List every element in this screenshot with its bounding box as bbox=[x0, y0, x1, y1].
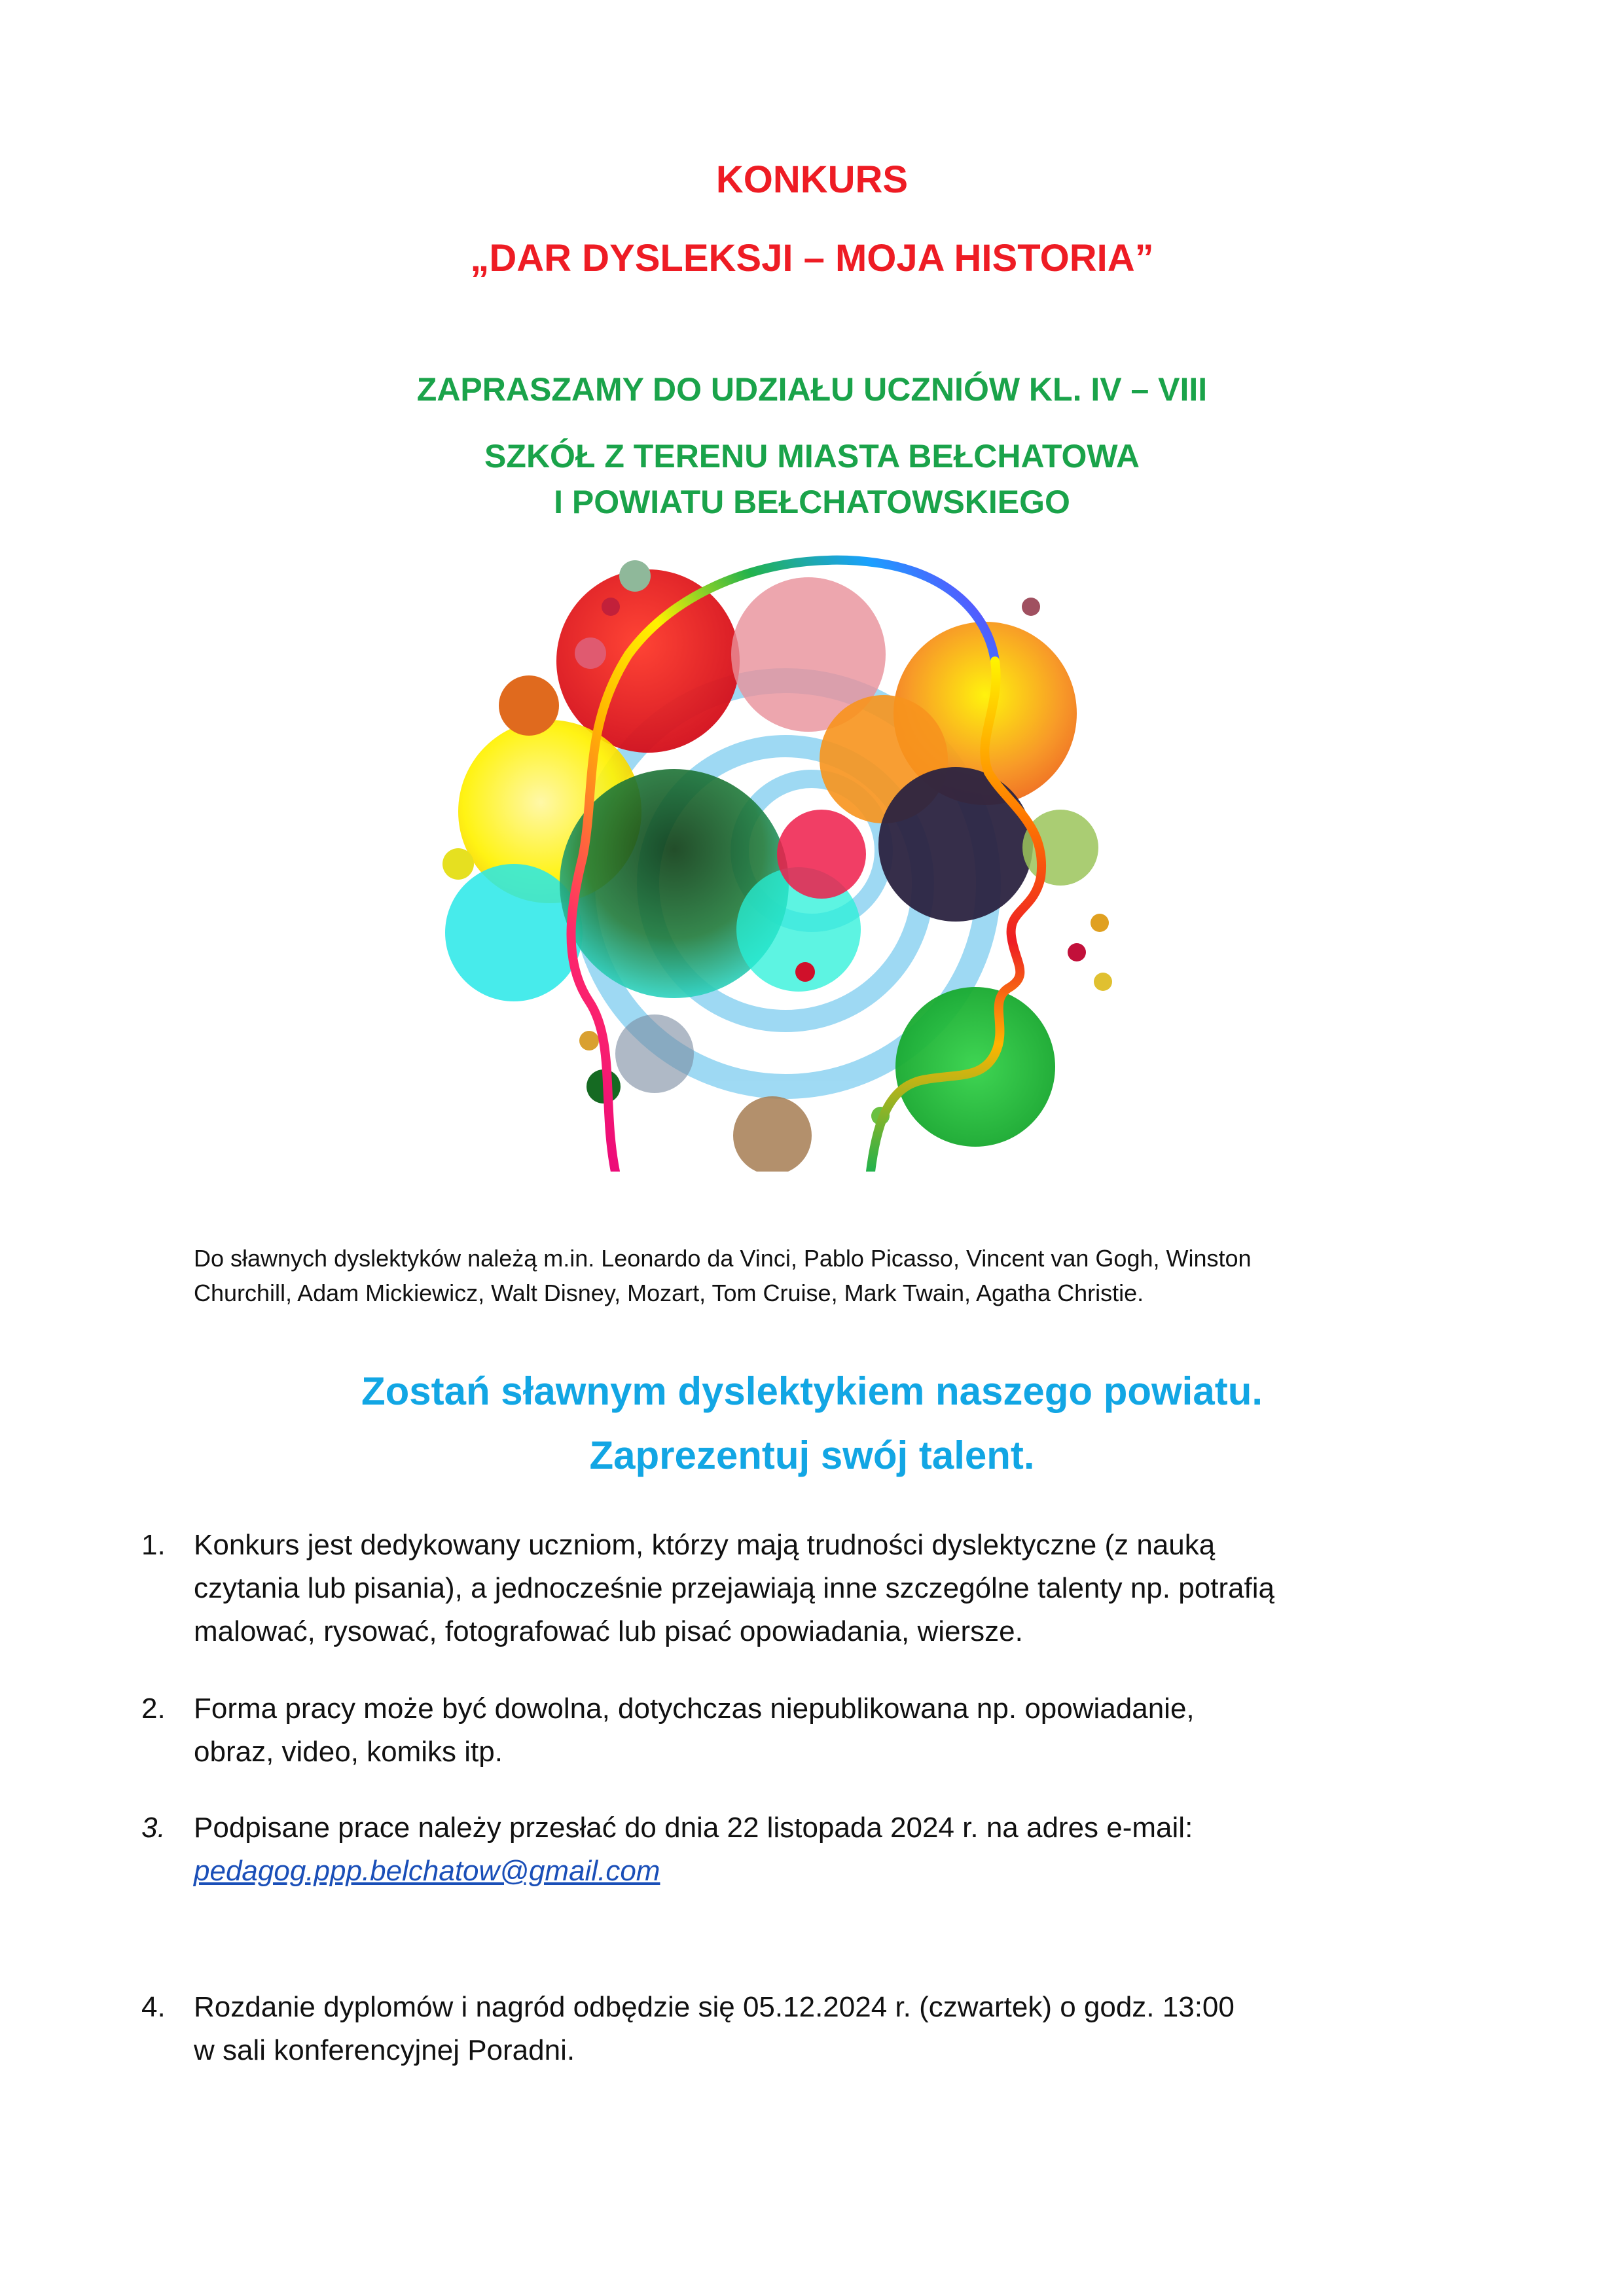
slogan-line-2: Zaprezentuj swój talent. bbox=[589, 1433, 1035, 1477]
invitation-line-3: I POWIATU BEŁCHATOWSKIEGO bbox=[554, 484, 1070, 520]
contest-name: „DAR DYSLEKSJI – MOJA HISTORIA” bbox=[470, 237, 1154, 279]
rule-3-line-1: Podpisane prace należy przesłać do dnia 22 listopada 2024 r. na adres e-mail: bbox=[194, 1812, 1193, 1844]
rule-1-line-3: malować, rysować, fotografować lub pisać opowiadania, wiersze. bbox=[194, 1615, 1023, 1647]
rule-1-line-2: czytania lub pisania), a jednocześnie przejawiają inne szczególne talenty np. potrafią bbox=[194, 1572, 1274, 1604]
list-item-number: 2. bbox=[141, 1693, 166, 1725]
slogan-line-1: Zostań sławnym dyslektykiem naszego powiatu. bbox=[361, 1369, 1263, 1413]
rule-4-line-2: w sali konferencyjnej Poradni. bbox=[194, 2034, 575, 2066]
list-item-number: 3. bbox=[141, 1812, 166, 1844]
intro-line-2: Churchill, Adam Mickiewicz, Walt Disney, Mozart, Tom Cruise, Mark Twain, Agatha Christie. bbox=[194, 1280, 1144, 1306]
invitation-line-1: ZAPRASZAMY DO UDZIAŁU UCZNIÓW KL. IV – VIII bbox=[416, 371, 1208, 408]
rule-2-line-1: Forma pracy może być dowolna, dotychczas niepublikowana np. opowiadanie, bbox=[194, 1693, 1195, 1725]
list-item-number: 4. bbox=[141, 1991, 166, 2023]
email-link[interactable]: pedagog.ppp.belchatow@gmail.com bbox=[194, 1855, 660, 1887]
famous-dyslexics-paragraph bbox=[194, 1241, 1451, 1310]
list-item-text bbox=[194, 1986, 1477, 2072]
list-item-number: 1. bbox=[141, 1529, 166, 1561]
list-item-text bbox=[194, 1806, 1477, 1893]
invitation-line-2: SZKÓŁ Z TERENU MIASTA BEŁCHATOWA bbox=[484, 438, 1140, 475]
rule-1-line-1: Konkurs jest dedykowany uczniom, którzy mają trudności dyslektyczne (z nauką bbox=[194, 1529, 1216, 1561]
contest-title: KONKURS bbox=[715, 158, 909, 201]
rule-4-line-1: Rozdanie dyplomów i nagród odbędzie się 05.12.2024 r. (czwartek) o godz. 13:00 bbox=[194, 1991, 1235, 2023]
list-item-text bbox=[194, 1524, 1477, 1653]
rule-2-line-2: obraz, video, komiks itp. bbox=[194, 1736, 503, 1768]
intro-line-1: Do sławnych dyslektyków należą m.in. Leonardo da Vinci, Pablo Picasso, Vincent van Gogh, Winston bbox=[194, 1245, 1252, 1272]
colorful-head-artwork bbox=[419, 543, 1204, 1172]
list-item-text bbox=[194, 1687, 1477, 1774]
